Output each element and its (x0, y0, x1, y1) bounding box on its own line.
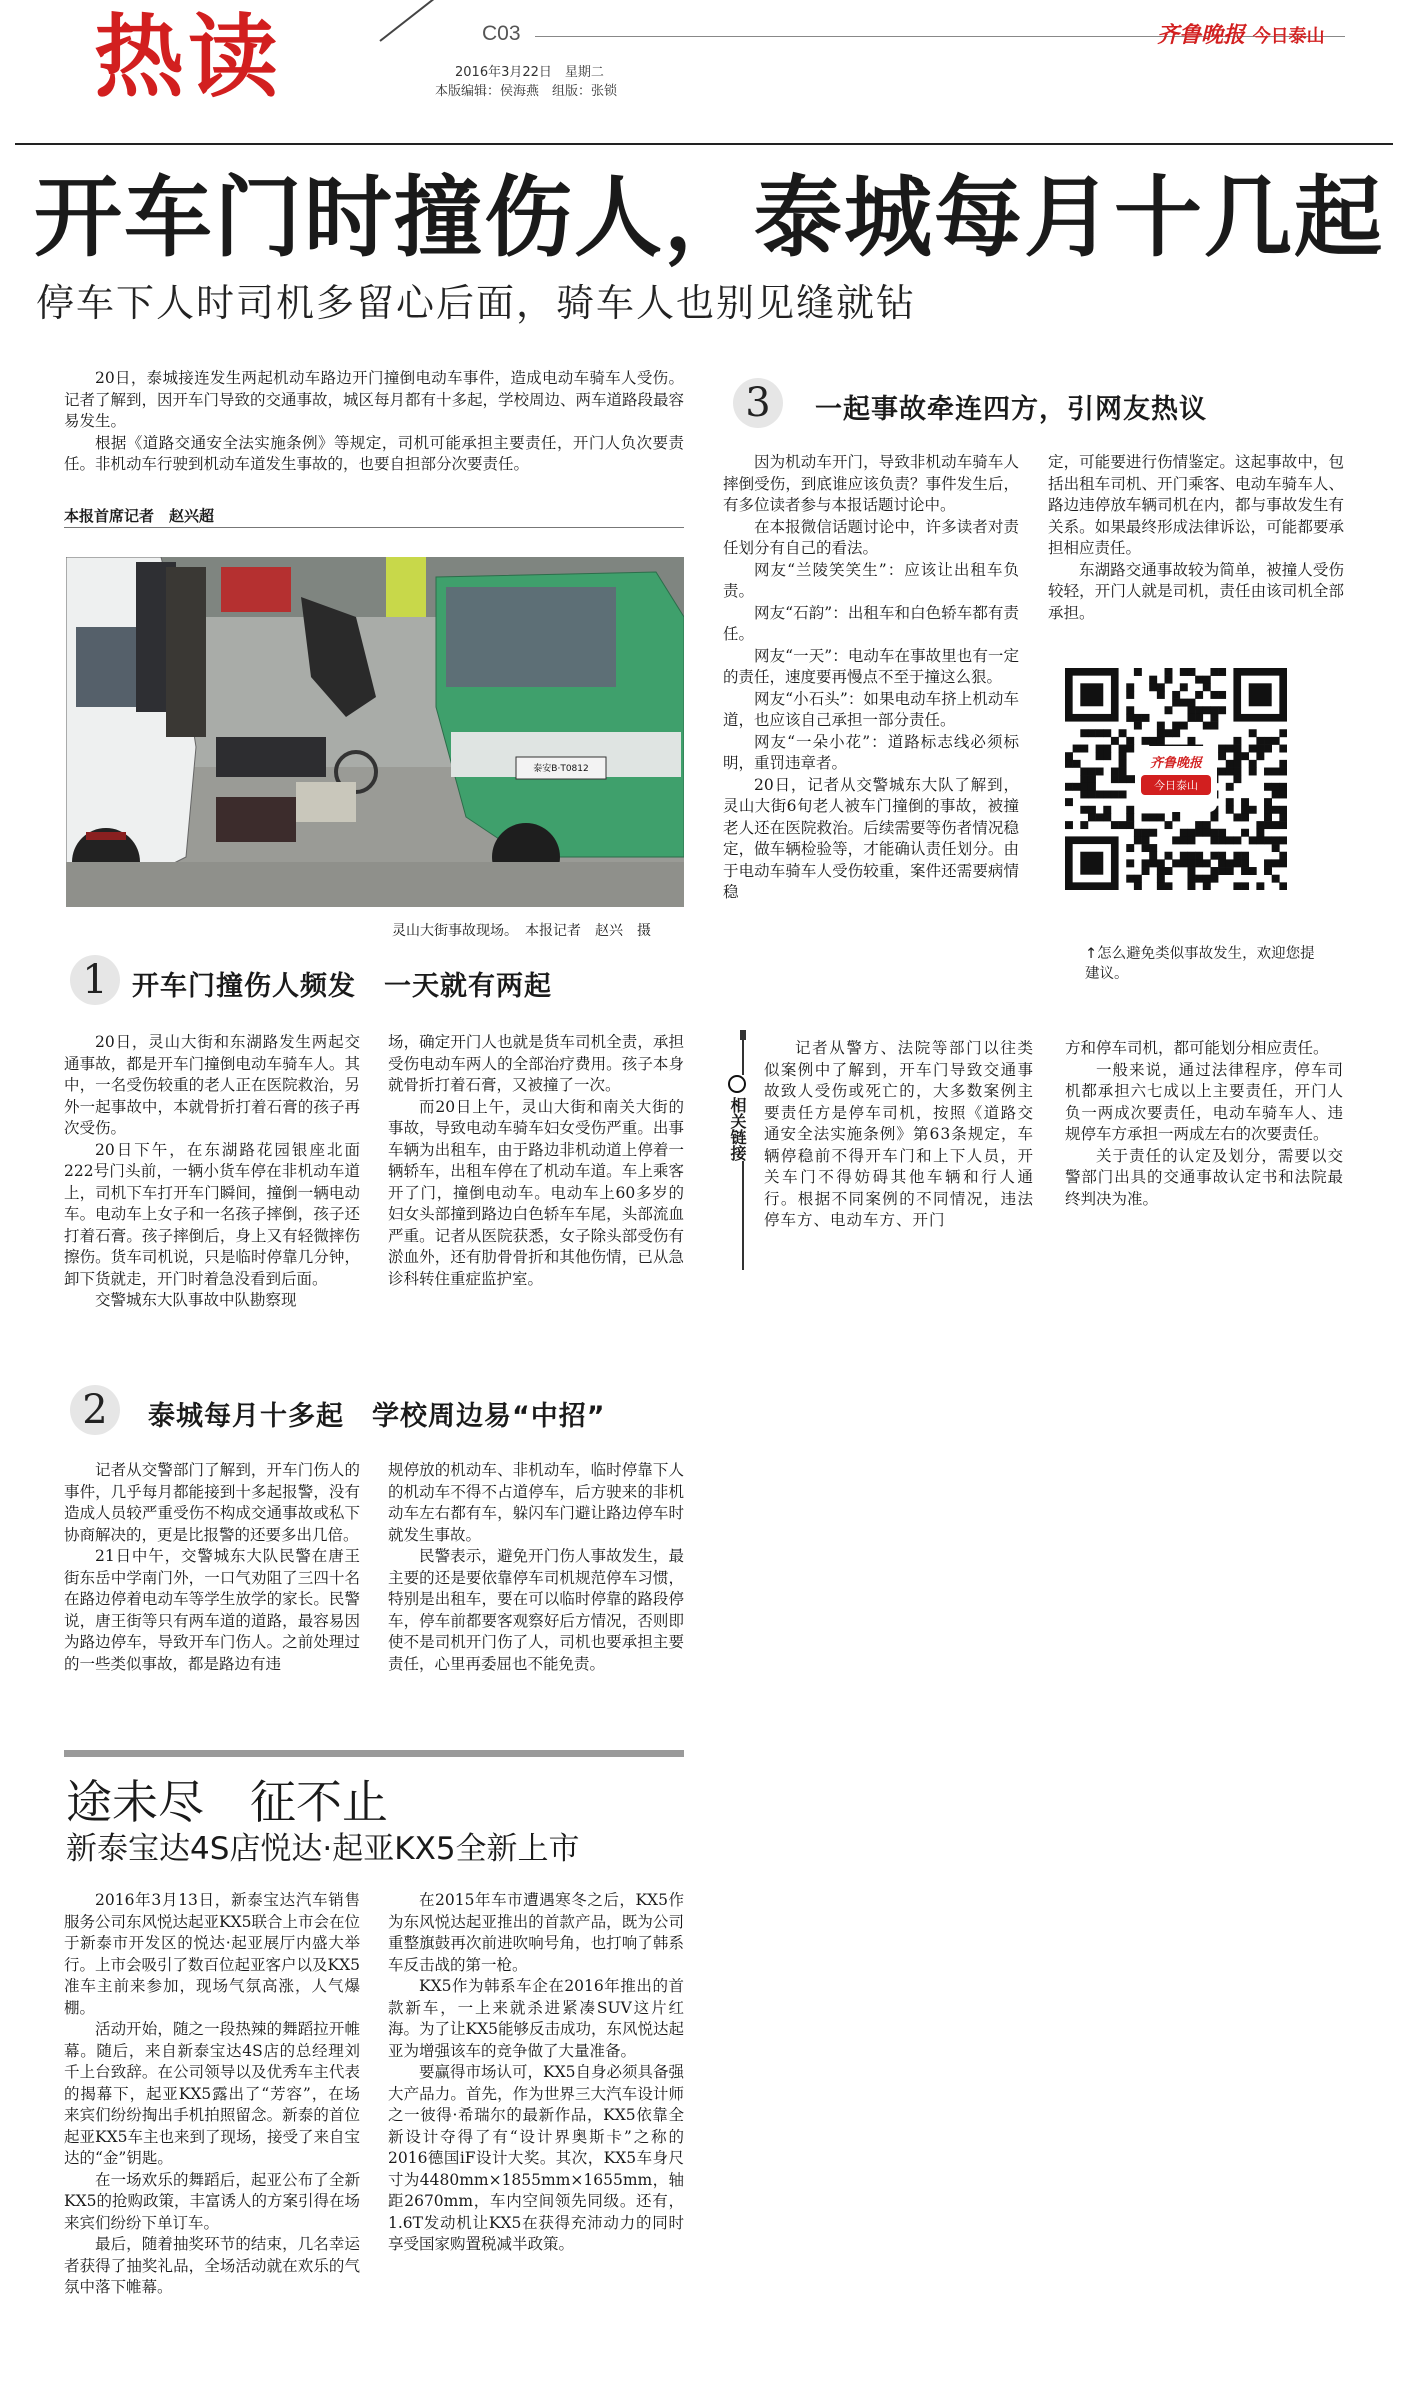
section-number: 2 (70, 1385, 120, 1435)
paper-name: 齐鲁晚报 (1157, 22, 1246, 48)
article-paragraph: 要赢得市场认可，KX5自身必须具备强大产品力。首先，作为世界三大汽车设计师之一彼得·希瑞尔的最新作品，KX5依靠全新设计夺得了有“设计界奥斯卡”之称的2016德国iF设计大奖。其次，KX5车身尺寸为4480mm×1855mm×1655mm，轴距2670mm，车内空间领先同级。还有，1.6T发动机让KX5在获得充沛动力的同时享受国家购置税减半政策。 (388, 2063, 684, 2253)
headline-sub: 停车下人时司机多留心后面，骑车人也别见缝就钻 (36, 281, 917, 325)
photo-caption: 灵山大街事故现场。 本报记者 赵兴 摄 (392, 923, 651, 939)
section1-col2 (388, 1032, 684, 1290)
paper-brand (1157, 18, 1325, 49)
article-paragraph: 在一场欢乐的舞蹈后，起亚公布了全新KX5的抢购政策，丰富诱人的方案引得在场来宾们纷纷下单订车。 (64, 2170, 360, 2232)
article-paragraph: 活动开始，随之一段热辣的舞蹈拉开帷幕。随后，来自新泰宝达4S店的总经理刘千上台致辞。在公司领导以及优秀车主代表的揭幕下，起亚KX5露出了“芳容”，在场来宾们纷纷掏出手机拍照留念。新泰的首位起亚KX5车主也来到了现场，接受了来自宝达的“金”钥匙。 (64, 2020, 360, 2167)
article-paragraph: 关于责任的认定及划分，需要以交警部门出具的交通事故认定书和法院最终判决为准。 (1065, 1146, 1343, 1208)
article-paragraph: 最后，随着抽奖环节的结束，几名幸运者获得了抽奖礼品，全场活动就在欢乐的气氛中落下帷幕。 (64, 2235, 360, 2296)
article-paragraph: 网友“一天”：电动车在事故里也有一定的责任，速度要再慢点不至于撞这么狠。 (723, 646, 1019, 686)
section-number: 3 (733, 378, 783, 428)
article-paragraph: 定，可能要进行伤情鉴定。这起事故中，包括出租车司机、开门乘客、电动车骑车人、路边违停放车辆司机在内，都与事故发生有关系。如果最终形成法律诉讼，可能都要承担相应责任。 (1048, 453, 1344, 557)
date-line: 2016年3月22日 星期二 (455, 65, 604, 80)
article-paragraph: 东湖路交通事故较为简单，被撞人受伤较轻，开门人就是司机，责任由该司机全部承担。 (1048, 560, 1344, 622)
section3-col2 (1048, 452, 1344, 624)
article-paragraph: 民警表示，避免开门伤人事故发生，最主要的还是要依靠停车司机规范停车习惯，特别是出租车，要在可以临时停靠的路段停车，停车前都要客观察好后方情况，否则即使不是司机开门伤了人，司机也要承担主要责任，心里再委屈也不能免责。 (388, 1547, 684, 1673)
article-paragraph: 21日中午，交警城东大队民警在唐王街东岳中学南门外，一口气劝阻了三四十名在路边停着电动车等学生放学的家长。民警说，唐王街等只有两车道的道路，最容易因为路边停车，导致开车门伤人。之前处理过的一些类似事故，都是路边有违 (64, 1547, 360, 1673)
article-paragraph: 规停放的机动车、非机动车，临时停靠下人的机动车不得不占道停车，后方驶来的非机动车左右都有车，躲闪车门避让路边停车时就发生事故。 (388, 1461, 684, 1544)
ad-col2 (388, 1890, 684, 2256)
article-paragraph: 在本报微信话题讨论中，许多读者对责任划分有自己的看法。 (723, 517, 1019, 557)
related-col2 (1065, 1038, 1343, 1210)
qr-brand: 齐鲁晚报 (1149, 756, 1202, 771)
article-paragraph: 记者从交警部门了解到，开车门伤人的事件，几乎每月都能接到十多起报警，没有造成人员较严重受伤不构成交通事故或私下协商解决的，更是比报警的还要多出几倍。 (64, 1461, 360, 1544)
related-bullet (728, 1075, 746, 1093)
article-paragraph: 网友“一朵小花”：道路标志线必须标明，重罚违章者。 (723, 732, 1019, 772)
article-paragraph: 一般来说，通过法律程序，停车司机都承担六七成以上主要责任，开门人负一两成次要责任，电动车骑车人、违规停车方承担一两成左右的次要责任。 (1065, 1060, 1343, 1143)
article-paragraph: 记者从警方、法院等部门以往类似案例中了解到，开车门导致交通事故致人受伤或死亡的，大多数案例主要责任方是停车司机，按照《道路交通安全法实施条例》第63条规定，车辆停稳前不得开车门和上下人员，开关车门不得妨碍其他车辆和行人通行。根据不同案例的不同情况，违法停车方、电动车方、开门 (764, 1039, 1034, 1229)
related-label-text: 相关链接 (728, 1097, 747, 1161)
masthead-divider (15, 143, 1393, 145)
accident-photo (66, 557, 684, 907)
article-paragraph: 因为机动车开门，导致非机动车骑车人摔倒受伤，到底谁应该负责？事件发生后，有多位读者参与本报话题讨论中。 (723, 453, 1019, 514)
qr-caption: ↑怎么避免类似事故发生，欢迎您提建议。 (1085, 946, 1315, 982)
section-title: 热读 (94, 5, 282, 110)
section2-col2 (388, 1460, 684, 1675)
edition-name: 今日泰山 (1252, 26, 1325, 47)
masthead-slant (379, 0, 443, 42)
byline-rule (64, 527, 684, 528)
ad-col1 (64, 1890, 360, 2299)
section-title: 一起事故牵连四方，引网友热议 (815, 394, 1207, 425)
related-col1 (764, 1038, 1034, 1232)
article-paragraph: 场，确定开门人也就是货车司机全责，承担受伤电动车两人的全部治疗费用。孩子本身就骨折打着石膏，又被撞了一次。 (388, 1033, 684, 1094)
article-paragraph: KX5作为韩系车企在2016年推出的首款新车，一上来就杀进紧凑SUV这片红海。为了让KX5能够反击成功，东风悦达起亚为增强该车的竞争做了大量准备。 (388, 1977, 684, 2060)
ad-subtitle: 新泰宝达4S店悦达·起亚KX5全新上市 (66, 1831, 580, 1867)
section2-col1 (64, 1460, 360, 1675)
accident-scene-illustration (66, 557, 684, 907)
taxi-plate: 泰安B·T0812 (533, 764, 589, 774)
article-paragraph: 交警城东大队事故中队勘察现 (95, 1291, 297, 1309)
related-label (725, 1075, 749, 1161)
qr-logo (1135, 746, 1217, 812)
section3-col1 (723, 452, 1019, 904)
headline-main: 开车门时撞伤人，泰城每月十几起 (34, 166, 1385, 269)
lead (64, 368, 684, 476)
article-paragraph: 而20日上午，灵山大街和南关大街的事故，导致电动车骑车妇女受伤严重。出事车辆为出租车，由于路边非机动道上停着一辆轿车，出租车停在了机动车道。车上乘客开了门，撞倒电动车。电动车上60多岁的妇女头部撞到路边白色轿车车尾，头部流血严重。记者从医院获悉，女子除头部受伤有淤血外，还有肋骨骨折和其他伤情，已从急诊科转住重症监护室。 (388, 1097, 684, 1288)
article-paragraph: 20日，灵山大街和东湖路发生两起交通事故，都是开车门撞倒电动车骑车人。其中，一名受伤较重的老人正在医院救治，另外一起事故中，本就骨折打着石膏的孩子再次受伤。 (64, 1033, 360, 1137)
article-paragraph: 2016年3月13日，新泰宝达汽车销售服务公司东风悦达起亚KX5联合上市会在位于新泰市开发区的悦达·起亚展厅内盛大举行。上市会吸引了数百位起亚客户以及KX5准车主前来参加，现场气氛高涨，人气爆棚。 (64, 1891, 360, 2017)
article-paragraph: 网友“兰陵笑笑生”：应该让出租车负责。 (723, 560, 1019, 600)
section-title: 泰城每月十多起 学校周边易“中招” (148, 1401, 606, 1432)
article-paragraph: 在2015年车市遭遇寒冬之后，KX5作为东风悦达起亚推出的首款产品，既为公司重整旗鼓再次前进吹响号角，也打响了韩系车反击战的第一枪。 (388, 1891, 684, 1974)
ad-title: 途未尽 征不止 (66, 1775, 388, 1829)
section-number: 1 (70, 955, 120, 1005)
section-title: 开车门撞伤人频发 一天就有两起 (132, 971, 552, 1002)
ad-top-rule (64, 1750, 684, 1757)
qr-edition: 今日泰山 (1141, 775, 1211, 795)
editors-line: 本版编辑：侯海燕 组版：张锁 (435, 84, 618, 99)
article-paragraph: 20日，记者从交警城东大队了解到，灵山大街6旬老人被车门撞倒的事故，被撞老人还在医院救治。后续需要等伤者情况稳定，做车辆检验等，才能确认责任划分。由于电动车骑车人受伤较重，案件还需要病情稳 (723, 775, 1019, 901)
section1-col1 (64, 1032, 360, 1312)
lead-paragraph: 根据《道路交通安全法实施条例》等规定，司机可能承担主要责任，开门人负次要责任。非机动车行驶到机动车道发生事故的，也要自担部分次要责任。 (64, 433, 684, 473)
article-paragraph: 20日下午，在东湖路花园银座北面222号门头前，一辆小货车停在非机动车道上，司机下车打开车门瞬间，撞倒一辆电动车。电动车上女子和一名孩子摔倒，孩子还打着石膏。孩子摔倒后，身上又有轻微摔伤擦伤。货车司机说，只是临时停靠几分钟，卸下货就走，开门时着急没看到后面。 (64, 1140, 360, 1288)
lead-paragraph: 20日，泰城接连发生两起机动车路边开门撞倒电动车事件，造成电动车骑车人受伤。记者了解到，因开车门导致的交通事故，城区每月都有十多起，学校周边、两车道路段最容易发生。 (64, 369, 685, 430)
article-paragraph: 网友“小石头”：如果电动车挤上机动车道，也应该自己承担一部分责任。 (723, 689, 1019, 729)
qr-code-icon[interactable] (1065, 668, 1287, 890)
byline: 本报首席记者 赵兴超 (64, 507, 215, 525)
article-paragraph: 方和停车司机，都可能划分相应责任。 (1065, 1039, 1329, 1057)
page-code: C03 (482, 22, 521, 45)
article-paragraph: 网友“石韵”：出租车和白色轿车都有责任。 (723, 603, 1019, 643)
